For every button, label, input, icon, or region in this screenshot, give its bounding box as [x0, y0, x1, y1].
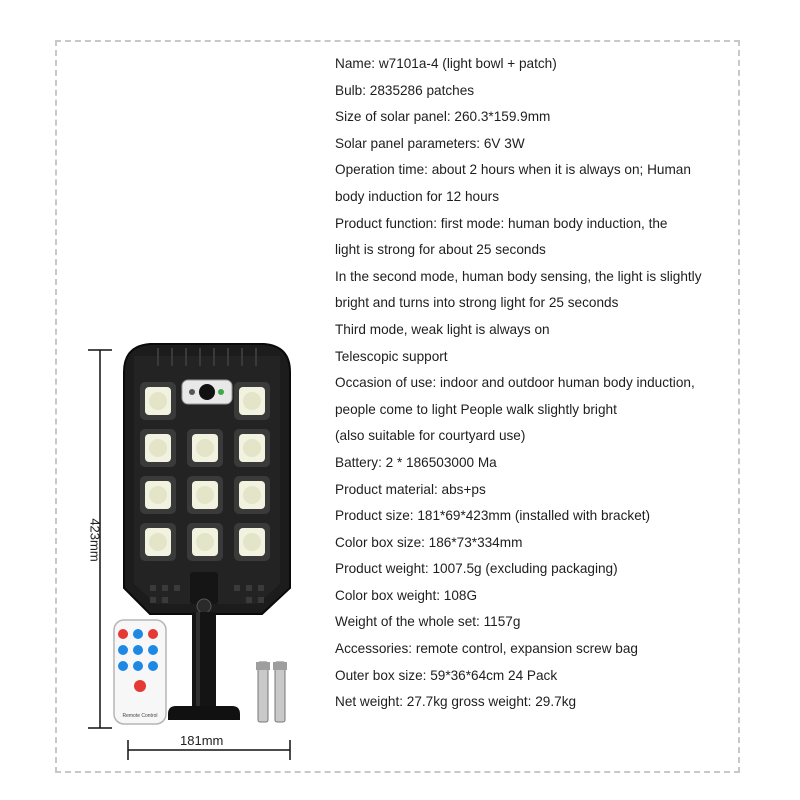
led-module — [187, 476, 223, 514]
led-module — [140, 476, 176, 514]
spec-line: Net weight: 27.7kg gross weight: 29.7kg — [335, 694, 577, 710]
led-module — [234, 429, 270, 467]
spec-line: Product weight: 1007.5g (excluding packaging) — [335, 561, 618, 577]
motion-sensor — [182, 380, 232, 404]
spec-line: Product function: first mode: human body induction, the — [335, 215, 668, 231]
spec-line: Color box weight: 108G — [335, 587, 478, 603]
spec-line: Product material: abs+ps — [335, 481, 486, 497]
led-module — [187, 429, 223, 467]
spec-line: Color box size: 186*73*334mm — [335, 534, 523, 550]
spec-line: Accessories: remote control, expansion screw bag — [335, 641, 638, 657]
spec-line: Weight of the whole set: 1157g — [335, 614, 521, 630]
spec-line: Solar panel parameters: 6V 3W — [335, 135, 525, 151]
spec-line: light is strong for about 25 seconds — [335, 242, 546, 258]
spec-line: Name: w7101a-4 (light bowl + patch) — [335, 56, 557, 71]
led-module — [140, 382, 176, 420]
spec-line: In the second mode, human body sensing, the light is slightly — [335, 268, 702, 284]
led-module — [187, 523, 223, 561]
remote-label: Remote Control — [122, 713, 158, 719]
led-module — [234, 476, 270, 514]
height-dimension-label: 423mm — [87, 518, 103, 562]
spec-line: Outer box size: 59*36*64cm 24 Pack — [335, 667, 558, 683]
width-dimension-label: 181mm — [180, 733, 224, 748]
spec-line: Operation time: about 2 hours when it is always on; Human — [335, 162, 691, 178]
spec-line: Third mode, weak light is always on — [335, 321, 550, 337]
spec-line: body induction for 12 hours — [335, 188, 499, 204]
led-module — [234, 523, 270, 561]
spec-line: Size of solar panel: 260.3*159.9mm — [335, 109, 551, 125]
led-module — [140, 523, 176, 561]
spec-line: Product size: 181*69*423mm (installed with bracket) — [335, 508, 651, 524]
led-module — [140, 429, 176, 467]
spec-line: Bulb: 2835286 patches — [335, 82, 475, 98]
spec-line: Telescopic support — [335, 348, 448, 364]
spec-line: Battery: 2 * 186503000 Ma — [335, 454, 497, 470]
spec-line: people come to light People walk slightly bright — [335, 401, 617, 417]
expansion-screws — [256, 662, 287, 722]
remote-control — [114, 620, 166, 724]
spec-line: Occasion of use: indoor and outdoor human body induction, — [335, 375, 695, 391]
spec-line: bright and turns into strong light for 25 seconds — [335, 295, 619, 311]
led-module — [234, 382, 270, 420]
spec-line: (also suitable for courtyard use) — [335, 428, 526, 444]
